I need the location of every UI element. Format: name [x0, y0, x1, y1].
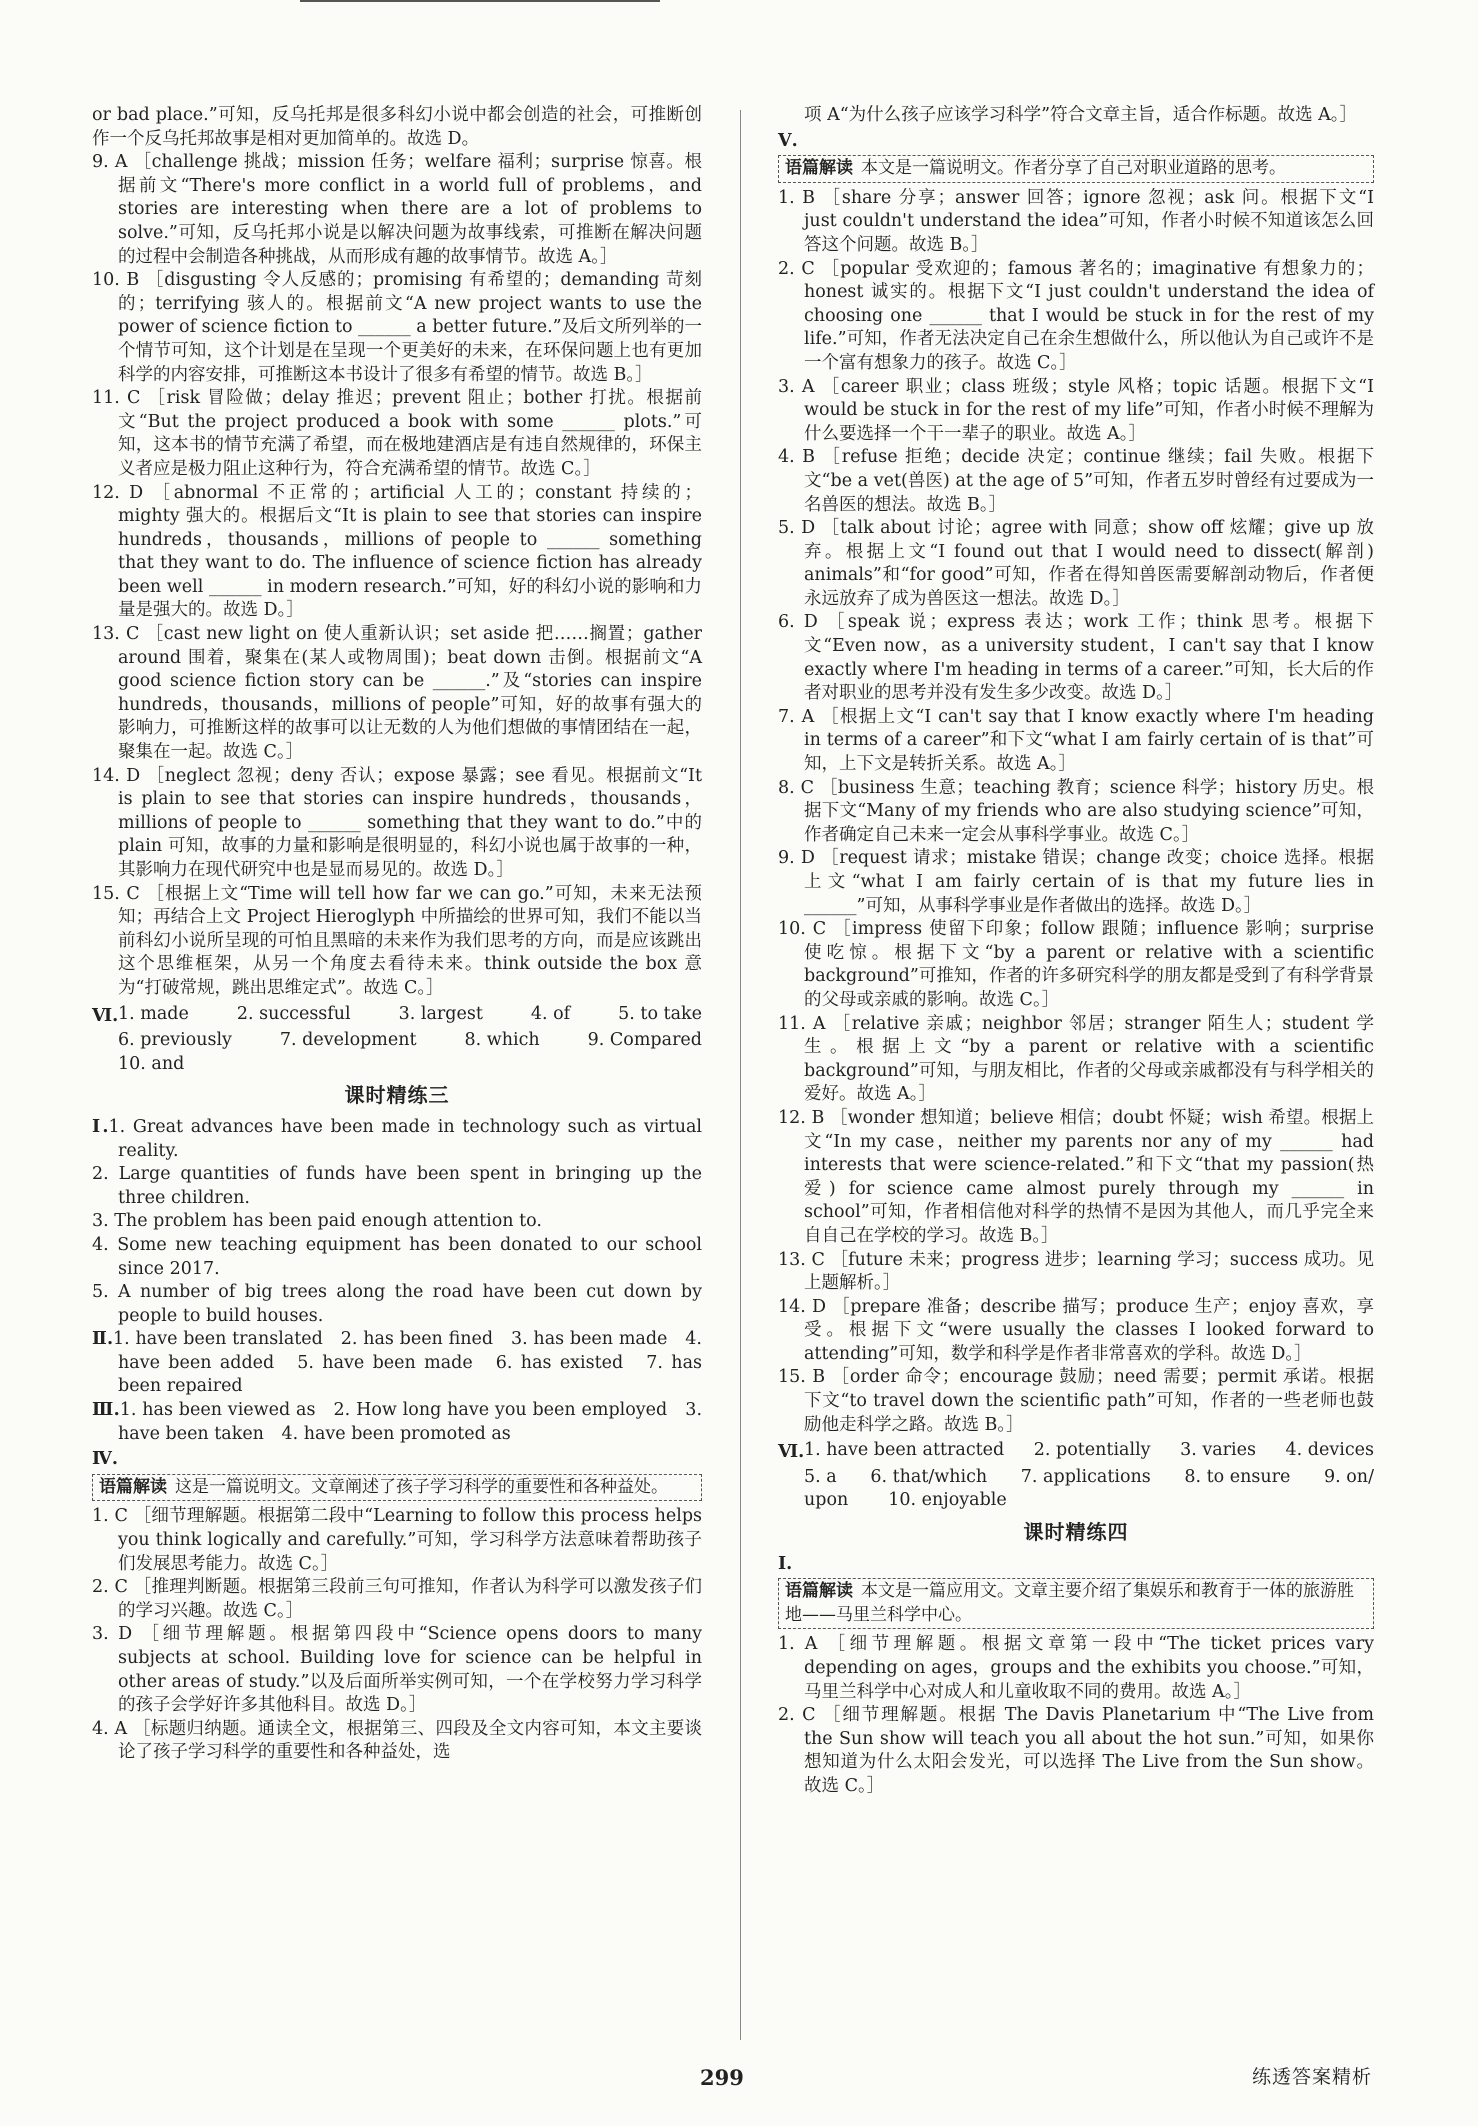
answer-14: 14. D ［neglect 忽视；deny 否认；expose 暴露；see 看见。根据前文“It is plain to see that stories can inspire hundreds，thousands，millions of people to ______ something that they want to do.”中的 plain 可知，故事的力量和影响是很明显的，科幻小说也属于故事的一种，其影响力在现代研究中也是显而易见的。故选 D。］ [92, 765, 702, 880]
section-label: Ⅵ. [778, 1442, 805, 1463]
reading-answer-3: 3. D ［细节理解题。根据第四段中“Science opens doors to many subjects at school. Building love for science can be helpful in other areas of study.”以及后面所举实例可知，一个在学校努力学习科学的孩子会学好许多其他科目。故选 D。］ [92, 1624, 702, 1716]
footer-title: 练透答案精析 [1251, 2066, 1372, 2088]
word-answer: 6. previously [118, 1030, 232, 1051]
box-text: 这是一篇说明文。文章阐述了孩子学习科学的重要性和各种益处。 [175, 1476, 668, 1497]
page-number: 299 [700, 2065, 744, 2090]
word-answer: 9. Compared [587, 1030, 702, 1051]
cloze-answer-4: 4. B ［refuse 拒绝；decide 决定；continue 继续；fail 失败。根据下文“be a vet(兽医) at the age of 5”可知，作者五岁时曾经有过要成为一名兽医的想法。故选 B。］ [778, 447, 1374, 515]
word-answer: 1. made [118, 1003, 189, 1024]
cloze-answer-2: 2. C ［popular 受欢迎的；famous 著名的；imaginative 有想象力的；honest 诚实的。根据下文“I just couldn't understand the idea of choosing one ______ that I would be stuck in for the rest of my life.”可知，作者无法决定自己在余生想做什么，所以他认为自己或许不是一个富有想象力的孩子。故选 C。］ [778, 258, 1374, 373]
section-label: Ⅰ. [92, 1116, 109, 1137]
box-label: 语篇解读 [785, 1581, 853, 1602]
word-answer: 7. applications [1020, 1466, 1151, 1487]
reading-answer-1: 1. A ［细节理解题。根据文章第一段中“The ticket prices vary depending on ages，groups and the exhibits you choose.”可知，马里兰科学中心对成人和儿童收取不同的费用。故选 A。］ [778, 1634, 1374, 1702]
word-answer: 10. and [118, 1053, 185, 1074]
section-iii [92, 1399, 702, 1446]
answer-9: 9. A ［challenge 挑战；mission 任务；welfare 福利；surprise 惊喜。根据前文“There's more conflict in a world full of problems，and stories are interesting when there are a lot of problems to solve.”可知，反乌托邦小说是以解决问题为故事线索，可推断在解决问题的过程中会制造各种挑战，从而形成有趣的故事情节。故选 A。］ [92, 152, 702, 267]
word-answer: 8. which [464, 1030, 540, 1051]
section-ii [92, 1328, 702, 1399]
section-label: Ⅴ. [778, 130, 798, 151]
right-continuation: 项 A“为什么孩子应该学习科学”符合文章主旨，适合作标题。故选 A。］ [804, 105, 1358, 125]
word-answer: 9. on/ [1324, 1466, 1374, 1487]
section-vi-left [92, 1003, 702, 1077]
right-column [778, 104, 1374, 1799]
passage-summary-box [778, 155, 1374, 183]
left-column [92, 104, 702, 1765]
cloze-answer-5: 5. D ［talk about 讨论；agree with 同意；show off 炫耀；give up 放弃。根据上文“I found out that I would need to dissect(解剖) animals”和“for good”可知，作者在得知兽医需要解剖动物后，作者便永远放弃了成为兽医这一想法。故选 D。］ [778, 518, 1374, 609]
answer-12: 12. D ［abnormal 不正常的；artificial 人工的；constant 持续的；mighty 强大的。根据后文“It is plain to see that stories can inspire hundreds，thousands，millions of people to ______ something that they want to do. The influence of science fiction has already been well ______ in modern research.”可知，好的科幻小说的影响和力量是强大的。故选 D。］ [92, 482, 702, 621]
answer-11: 11. C ［risk 冒险做；delay 推迟；prevent 阻止；bother 打扰。根据前文“But the project produced a book with some ______ plots.”可知，这本书的情节充满了希望，而在极地建酒店是有违自然规律的，环保主义者应是极力阻止这种行为，符合充满希望的情节。故选 C。］ [92, 388, 702, 479]
cloze-answer-14: 14. D ［prepare 准备；describe 描写；produce 生产；enjoy 喜欢，享受。根据下文“were usually the classes I looked forward to attending”可知，数学和科学是作者非常喜欢的学科。故选 D。］ [778, 1296, 1374, 1364]
section-text: 1. have been translated 2. has been fined 3. has been made 4. have been added 5. have been made 6. has existed 7. has been repaired [113, 1329, 702, 1397]
sentence-text: 1. Great advances have been made in technology such as virtual reality. [108, 1116, 702, 1161]
sentence-4: 4. Some new teaching equipment has been donated to our school since 2017. [92, 1234, 702, 1279]
word-answer: 2. potentially [1033, 1440, 1151, 1461]
word-answer: 3. varies [1180, 1440, 1256, 1461]
answer-10: 10. B ［disgusting 令人反感的；promising 有希望的；demanding 苛刻的；terrifying 骇人的。根据前文“A new project wants to use the power of science fiction to ______ a better future.”及后文所列举的一个情节可知，这个计划是在呈现一个更美好的未来，在环保问题上也有更加科学的内容安排，可推断这本书设计了很多有希望的情节。故选 B。］ [92, 270, 702, 385]
word-answer: upon [804, 1490, 849, 1511]
cloze-answer-1: 1. B ［share 分享；answer 回答；ignore 忽视；ask 问。根据下文“I just couldn't understand the idea”可知，作者小时候不知道该怎么回答这个问题。故选 B。］ [778, 187, 1374, 255]
reading-answer-2: 2. C ［细节理解题。根据 The Davis Planetarium 中“The Live from the Sun show will teach you all about the hot sun.”可知，如果你想知道为什么太阳会发光，可以选择 The Live from the Sun show。故选 C。］ [778, 1705, 1374, 1796]
column-divider [740, 110, 741, 2040]
box-text: 本文是一篇说明文。作者分享了自己对职业道路的思考。 [861, 158, 1286, 179]
word-answer: 3. largest [398, 1003, 483, 1024]
cloze-answer-15: 15. B ［order 命令；encourage 鼓励；need 需要；permit 承诺。根据下文“to travel down the scientific path”可知，作者的一些老师也鼓励他走科学之路。故选 B。］ [778, 1367, 1374, 1435]
section-text: 1. has been viewed as 2. How long have you been employed 3. have been taken 4. have been promoted as [118, 1400, 703, 1444]
box-label: 语篇解读 [99, 1476, 167, 1497]
section-vi-right [778, 1439, 1374, 1513]
section-label: Ⅳ. [92, 1449, 118, 1470]
section-i [92, 1116, 702, 1328]
cloze-answer-13: 13. C ［future 未来；progress 进步；learning 学习；success 成功。见上题解析。］ [778, 1249, 1374, 1294]
lesson-heading-4: 课时精练四 [1023, 1520, 1129, 1545]
cloze-answer-8: 8. C ［business 生意；teaching 教育；science 科学；history 历史。根据下文“Many of my friends who are also studying science”可知，作者确定自己未来一定会从事科学事业。故选 C。］ [778, 777, 1374, 845]
section-label: Ⅲ. [92, 1400, 120, 1421]
word-answer: 4. devices [1285, 1440, 1374, 1461]
section-label: Ⅰ. [778, 1553, 793, 1574]
answer-13: 13. C ［cast new light on 使人重新认识；set aside 把……搁置；gather around 围着，聚集在(某人或物周围)；beat down 击倒。根据前文“A good science fiction story can be ______.”及“stories can inspire hundreds，thousands，millions of people”可知，好的故事有强大的影响力，可推断这样的故事可以让无数的人为他们想做的事情团结在一起，聚集在一起。故选 C。］ [92, 624, 702, 763]
word-answer: 5. to take [618, 1003, 702, 1024]
section-label: Ⅵ. [92, 1005, 119, 1026]
word-answer: 5. a [804, 1466, 837, 1487]
reading-answer-1: 1. C ［细节理解题。根据第二段中“Learning to follow this process helps you think logically and carefully.”可知，学习科学方法意味着帮助孩子们发展思考能力。故选 C。］ [92, 1506, 702, 1574]
cloze-answer-7: 7. A ［根据上文“I can't say that I know exactly where I'm heading in terms of a career”和下文“what I am fairly certain of is that”可知，上下文是转折关系。故选 A。］ [778, 706, 1374, 775]
section-iv [92, 1448, 702, 1765]
word-answer: 7. development [279, 1030, 417, 1051]
cloze-answer-9: 9. D ［request 请求；mistake 错误；change 改变；choice 选择。根据上文“what I am fairly certain of is that my future lies in ______”可知，从事科学事业是作者做出的选择。故选 D。］ [778, 848, 1374, 916]
lesson-heading-3: 课时精练三 [344, 1083, 450, 1108]
passage-summary-box [92, 1474, 702, 1502]
cloze-answer-3: 3. A ［career 职业；class 班级；style 风格；topic 话题。根据下文“I would be stuck in for the rest of my life”可知，作者小时候不理解为什么要选择一个干一辈子的职业。故选 A。］ [778, 376, 1374, 444]
left-continuation: or bad place.”可知，反乌托邦是很多科幻小说中都会创造的社会，可推断创作一个反乌托邦故事是相对更加简单的。故选 D。 [92, 105, 702, 149]
section-i-lesson-4 [778, 1553, 1374, 1799]
cloze-answer-6: 6. D ［speak 说；express 表达；work 工作；think 思考。根据下文“Even now，as a university student，I can't say that I know exactly where I'm heading in terms of a career.”可知，长大后的作者对职业的思考并没有发生多少改变。故选 D。］ [778, 612, 1374, 704]
word-answer: 10. enjoyable [888, 1490, 1007, 1511]
section-v [778, 130, 1374, 1438]
answer-15: 15. C ［根据上文“Time will tell how far we can go.”可知，未来无法预知；再结合上文 Project Hieroglyph 中所描绘的世界可知，我们不能以当前科幻小说所呈现的可怕且黑暗的未来作为我们思考的方向，而是应该跳出这个思维框架，从另一个角度去看待未来。think outside the box 意为“打破常规，跳出思维定式”。故选 C。］ [92, 883, 702, 998]
sentence-2: 2. Large quantities of funds have been spent in bringing up the three children. [92, 1164, 702, 1208]
cloze-answer-11: 11. A ［relative 亲戚；neighbor 邻居；stranger 陌生人；student 学生。根据上文“by a parent or relative with a scientific background”可知，与朋友相比，作者的父母或亲戚都没有与科学相关的爱好。故选 A。］ [778, 1013, 1374, 1105]
reading-answer-4: 4. A ［标题归纳题。通读全文，根据第三、四段及全文内容可知，本文主要谈论了孩子学习科学的重要性和各种益处，选 [92, 1718, 702, 1763]
word-answer: 8. to ensure [1184, 1466, 1291, 1487]
passage-summary-box [778, 1578, 1374, 1629]
cloze-answer-10: 10. C ［impress 使留下印象；follow 跟随；influence 影响；surprise 使吃惊。根据下文“by a parent or relative with a scientific background”可推知，作者的许多研究科学的朋友都是受到了有科学背景的父母或亲戚的影响。故选 C。］ [778, 919, 1374, 1010]
sentence-3: 3. The problem has been paid enough attention to. [92, 1211, 542, 1232]
reading-answer-2: 2. C ［推理判断题。根据第三段前三句可推知，作者认为科学可以激发孩子们的学习兴趣。故选 C。］ [92, 1577, 702, 1621]
word-answer: 6. that/which [870, 1466, 988, 1487]
word-answer: 4. of [530, 1003, 571, 1024]
word-answer: 2. successful [236, 1003, 351, 1024]
sentence-5: 5. A number of big trees along the road have been cut down by people to build houses. [92, 1282, 702, 1326]
box-label: 语篇解读 [785, 158, 853, 179]
sentence-1 [92, 1116, 702, 1163]
top-rule [300, 0, 660, 2]
word-answer: 1. have been attracted [804, 1440, 1005, 1461]
box-text: 本文是一篇应用文。文章主要介绍了集娱乐和教育于一体的旅游胜地——马里兰科学中心。 [785, 1581, 1354, 1625]
section-label: Ⅱ. [92, 1329, 114, 1350]
cloze-answer-12: 12. B ［wonder 想知道；believe 相信；doubt 怀疑；wish 希望。根据上文“In my case，neither my parents nor any of my ______ had interests that were science-related.”和下文“that my passion(热爱) for science came almost purely through my ______ in school”可知，作者相信他对科学的热情不是因为其他人，而几乎完全来自自己在学校的学习。故选 B。］ [778, 1107, 1374, 1246]
